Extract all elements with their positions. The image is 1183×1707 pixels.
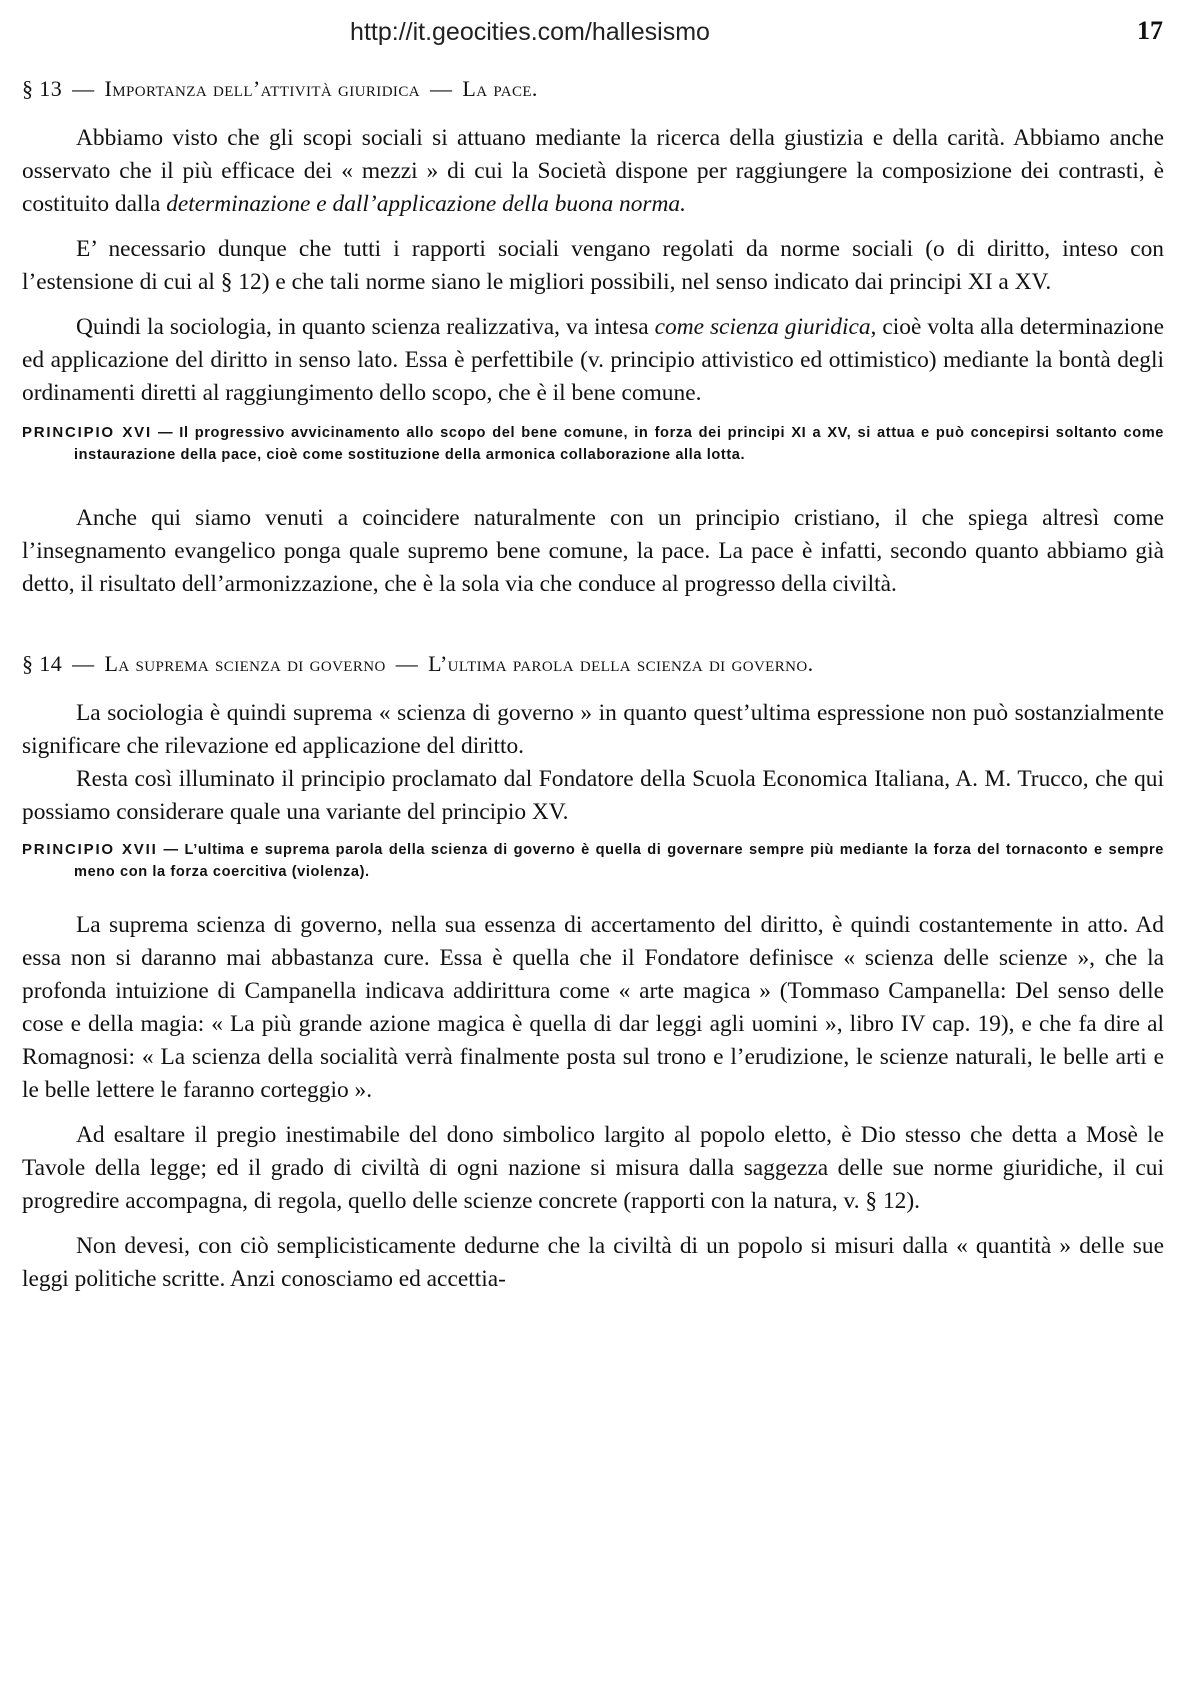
s14-paragraph-5: Non devesi, con ciò semplicisticamente dedurne che la civiltà di un popolo si misuri dalla « quantità » delle sue leggi politiche scritte. Anzi conosciamo ed accettia- (22, 1233, 1164, 1292)
principle-xvii-label: PRINCIPIO XVII (22, 841, 158, 858)
section-14-subtitle: L’ultima parola della scienza di governo. (428, 651, 814, 676)
s13-paragraph-3-italic: come scienza giuridica, (654, 314, 877, 340)
principle-xvii-text: — L’ultima e suprema parola della scienza di governo è quella di governare sempre più mediante la forza del tornaconto e sempre meno con la forza coercitiva (violenza). (74, 842, 1164, 880)
s13-paragraph-4: Anche qui siamo venuti a coincidere naturalmente con un principio cristiano, il che spiega altresì come l’insegnamento evangelico ponga quale supremo bene comune, la pace. La pace è infatti, secondo quanto abbiamo già detto, il risultato dell’armonizzazione, che è la sola via che conduce al progresso della civiltà. (22, 505, 1164, 597)
section-14-heading: § 14 — La suprema scienza di governo — L’ultima parola della scienza di governo. (22, 651, 814, 676)
s13-paragraph-3-text-a: Quindi la sociologia, in quanto scienza realizzativa, va intesa (76, 314, 655, 340)
principle-xvi (22, 422, 1164, 466)
principle-xvi-label: PRINCIPIO XVI (22, 424, 152, 441)
s13-paragraph-1-text: Abbiamo visto che gli scopi sociali si attuano mediante la ricerca della giustizia e della carità. Abbiamo anche osservato che il più efficace dei « mezzi » di cui la Società dispone per raggiungere la composizione dei contrasti, è costituito dalla (22, 125, 1164, 217)
s13-paragraph-1-italic: determinazione e dall’applicazione della buona norma. (166, 191, 686, 217)
section-14-number: § 14 (22, 651, 63, 676)
s14-paragraph-2: Resta così illuminato il principio proclamato dal Fondatore della Scuola Economica Italiana, A. M. Trucco, che qui possiamo considerare quale una variante del principio XV. (22, 766, 1164, 825)
section-13-subtitle: La pace. (462, 76, 538, 101)
principle-xvi-text: — Il progressivo avvicinamento allo scopo del bene comune, in forza dei principi XI a XV, si attua e può concepirsi soltanto come instaurazione della pace, cioè come sostituzione della armonica collaborazione alla lotta. (74, 425, 1165, 463)
page-number: 17 (1137, 16, 1163, 45)
section-spacer (22, 613, 1164, 651)
principle-xvii (22, 839, 1164, 883)
s13-paragraph-3 (22, 311, 1164, 410)
section-13-title: Importanza dell’attività giuridica (104, 76, 420, 101)
section-14-title: La suprema scienza di governo (104, 651, 386, 676)
page-header (0, 14, 1183, 54)
s13-paragraph-3-text-b: cioè volta alla determinazione ed applicazione del diritto in senso lato. Essa è perfettibile (v. principio attivistico ed ottimistico) mediante la bontà degli ordinamenti diretti al raggiungimento dello scopo, che è il bene comune. (22, 314, 1164, 406)
header-url[interactable]: http://it.geocities.com/hallesismo (350, 18, 710, 46)
s13-paragraph-2: E’ necessario dunque che tutti i rapporti sociali vengano regolati da norme sociali (o di diritto, inteso con l’estensione di cui al § 12) e che tali norme siano le migliori possibili, nel senso indicato dai principi XI a XV. (22, 236, 1164, 295)
s14-paragraph-4: Ad esaltare il pregio inestimabile del dono simbolico largito al popolo eletto, è Dio stesso che detta a Mosè le Tavole della legge; ed il grado di civiltà di ogni nazione si misura dalla saggezza delle sue norme giuridiche, il cui progredire accompagna, di regola, quello delle scienze concrete (rapporti con la natura, v. § 12). (22, 1122, 1164, 1214)
s14-paragraph-3: La suprema scienza di governo, nella sua essenza di accertamento del diritto, è quindi costantemente in atto. Ad essa non si daranno mai abbastanza cure. Essa è quella che il Fondatore definisce « scienza delle scienze », che la profonda intuizione di Campanella indicava addirittura come « arte magica » (Tommaso Campanella: Del senso delle cose e della magia: « La più grande azione magica è quella di dar leggi agli uomini », libro IV cap. 19), e che fa dire al Romagnosi: « La scienza della socialità verrà finalmente posta sul trono e l’erudizione, le scienze naturali, le belle arti e le belle lettere le faranno corteggio ». (22, 912, 1164, 1103)
s14-paragraph-1: La sociologia è quindi suprema « scienza di governo » in quanto quest’ultima espressione non può sostanzialmente significare che rilevazione ed applicazione del diritto. (22, 700, 1164, 759)
page-body (22, 76, 1164, 1308)
section-13-number: § 13 (22, 76, 63, 101)
section-13-heading: § 13 — Importanza dell’attività giuridica — La pace. (22, 76, 538, 101)
s13-paragraph-1 (22, 122, 1164, 221)
